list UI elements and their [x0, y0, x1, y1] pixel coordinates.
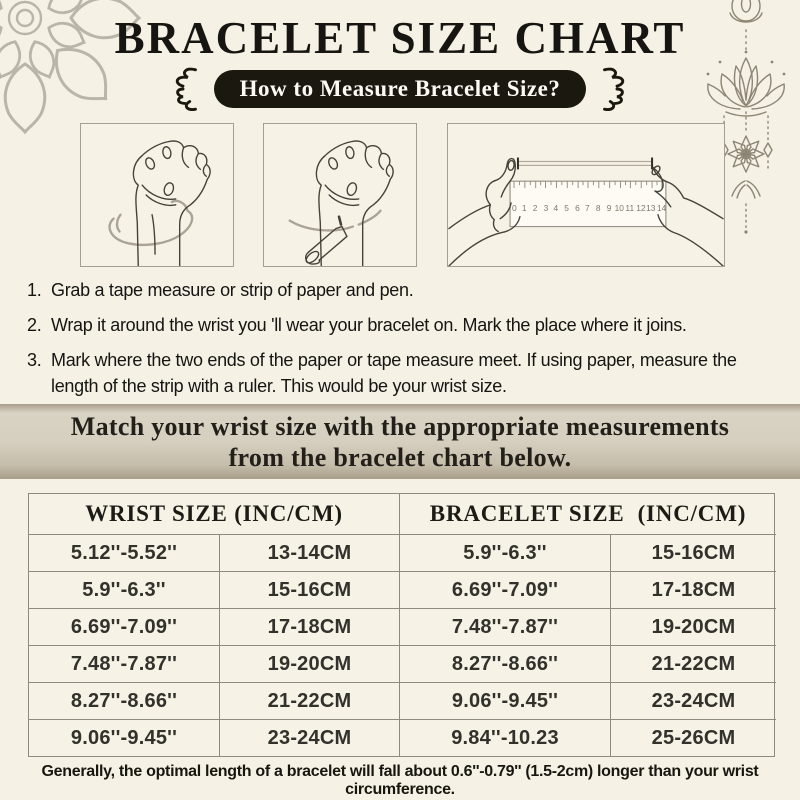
table-cell: 19-20CM — [219, 646, 399, 683]
banner-line-1: Match your wrist size with the appropriate measurements — [70, 412, 730, 441]
svg-text:12: 12 — [636, 202, 646, 213]
svg-text:14: 14 — [657, 202, 667, 213]
table-cell: 9.06''-9.45'' — [70, 726, 178, 749]
table-cell: 23-24CM — [219, 720, 399, 756]
wrist-size-header: WRIST SIZE (INC/CM) — [29, 494, 399, 535]
bracelet-size-header: BRACELET SIZE (INC/CM) — [399, 494, 776, 535]
banner-line-2: from the bracelet chart below. — [228, 443, 572, 472]
svg-text:6: 6 — [575, 202, 580, 213]
step-number: 1. — [27, 280, 42, 300]
illustration-ruler-measure — [447, 123, 725, 267]
table-cell: 25-26CM — [610, 720, 776, 756]
svg-text:0: 0 — [512, 202, 517, 213]
table-cell: 9.84''-10.23 — [399, 720, 610, 756]
svg-text:2: 2 — [532, 202, 538, 213]
instruction-step-1 — [27, 277, 785, 303]
table-cell: 6.69''-7.09'' — [399, 572, 610, 609]
page-title: BRACELET SIZE CHART — [114, 13, 686, 63]
table-cell: 15-16CM — [610, 535, 776, 572]
table-cell: 15-16CM — [219, 572, 399, 609]
illustration-mark-pen — [263, 123, 417, 267]
table-cell: 21-22CM — [610, 646, 776, 683]
table-cell: 8.27''-8.66'' — [399, 646, 610, 683]
svg-text:4: 4 — [553, 202, 559, 213]
subtitle-pill: How to Measure Bracelet Size? — [214, 70, 587, 108]
subtitle-row — [0, 66, 800, 112]
svg-text:9: 9 — [606, 202, 612, 213]
svg-text:1: 1 — [521, 202, 527, 213]
hand-tape-icon — [81, 124, 233, 266]
table-cell: 8.27''-8.66'' — [29, 683, 219, 720]
table-cell: 9.06''-9.45'' — [399, 683, 610, 720]
step-number: 3. — [27, 350, 42, 371]
paper-strip — [518, 158, 653, 170]
table-cell: 17-18CM — [219, 609, 399, 646]
size-table — [28, 493, 775, 757]
instruction-step-3 — [27, 347, 785, 399]
hands-ruler-icon — [448, 124, 724, 266]
table-cell: 19-20CM — [610, 609, 776, 646]
instructions-list — [27, 277, 785, 408]
svg-text:7: 7 — [585, 202, 590, 213]
table-cell: 5.9''-6.3'' — [399, 535, 610, 572]
illustration-wrap-tape — [80, 123, 234, 267]
step-number: 2. — [27, 315, 42, 336]
svg-text:10: 10 — [614, 202, 624, 213]
svg-text:11: 11 — [625, 202, 635, 213]
match-banner — [0, 404, 800, 479]
svg-text:13: 13 — [646, 202, 656, 213]
table-cell: 7.48''-7.87'' — [399, 609, 610, 646]
ruler-numbers — [512, 203, 667, 213]
hand-pen-icon — [264, 124, 416, 266]
table-cell: 5.12''-5.52'' — [29, 535, 219, 572]
squiggle-left-icon — [166, 65, 200, 113]
squiggle-right-icon — [600, 65, 634, 113]
table-cell: 17-18CM — [610, 572, 776, 609]
table-cell: 23-24CM — [610, 683, 776, 720]
table-cell: 13-14CM — [219, 535, 399, 572]
svg-text:3: 3 — [543, 202, 549, 213]
instruction-step-2 — [27, 312, 785, 338]
svg-text:5: 5 — [564, 202, 569, 213]
footnote: Generally, the optimal length of a bracelet will fall about 0.6''-0.79'' (1.5-2cm) longer than your wrist circumference. — [41, 763, 759, 798]
table-cell: 21-22CM — [219, 683, 399, 720]
table-cell: 6.69''-7.09'' — [29, 609, 219, 646]
step-text: Wrap it around the wrist you 'll wear your bracelet on. Mark the place where it joins. — [51, 315, 687, 336]
table-cell: 7.48''-7.87'' — [29, 646, 219, 683]
step-text: Mark where the two ends of the paper or tape measure meet. If using paper, measure the length of the strip with a ruler. This would be your wrist size. — [51, 350, 737, 397]
svg-text:8: 8 — [595, 202, 601, 213]
table-cell: 5.9''-6.3'' — [29, 572, 219, 609]
step-text: Grab a tape measure or strip of paper and pen. — [51, 280, 414, 300]
